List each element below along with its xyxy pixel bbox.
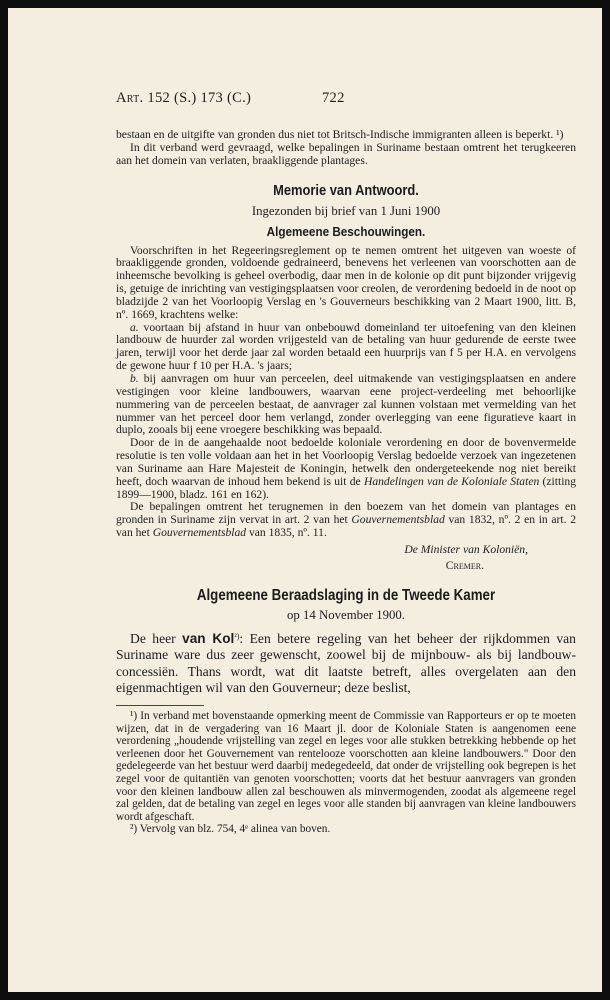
book-page bbox=[8, 8, 602, 992]
footnote-2: ²) Vervolg van blz. 754, 4ᵉ alinea van boven. bbox=[130, 823, 331, 836]
signature-title: De Minister van Koloniën, bbox=[404, 542, 528, 556]
memorie-title: Memorie van Antwoord. bbox=[273, 181, 419, 199]
memorie-paragraph-2: Door de in de aangehaalde noot bedoelde koloniale verordening en door de bovenvermelde resolutie is ten volle voldaan aan het in het Voorloopig Verslag bedoelde verzoek van ingezetenen van Suriname aan Hare Majesteit de Koningin, hetwelk den ondergeteekende nog niet bereikt heeft, doch waarvan de inhoud hem bekend is uit de Handelingen van de Koloniale Staten (zitting 1899—1900, bladz. 161 en 162). bbox=[116, 436, 577, 501]
memorie-paragraph-3: De bepalingen omtrent het terugnemen in den boezem van het domein van plantages en gronden in Suriname zijn vervat in art. 2 van het Gouvernementsblad van 1832, nº. 2 en in art. 2 van het Gouvernementsblad van 1835, nº. 11. bbox=[116, 500, 577, 540]
speaker-footnote-mark: ²) bbox=[234, 631, 240, 641]
item-a-letter: a. bbox=[130, 320, 139, 334]
memorie-item-a bbox=[116, 322, 576, 373]
memorie-item-b bbox=[116, 373, 576, 437]
footnote-1: ¹) In verband met bovenstaande opmerking meent de Commissie van Rapporteurs er op te moeten wijzen, dat in de vergadering van 16 Maart jl. door de Koloniale Staten is aangenomen eene verordening „houdende vrijstelling van zegel en leges voor alle stukken betrekking hebbende op het verleenen door het Gouvernement van rentelooze voorschotten aan kleine landbouwers." Door den gedelegeerde van het bestuur werd daarbij medegedeeld, dat onder de vrijstelling ook begrepen is het zegel voor de quitantiën van genoten voorschotten; voorts dat het bestuur aanvragers van gronden voor den kleinen landbouw allen zal beschouwen als minvermogenden, zoodat als algemeene regel zal gelden, dat de betaling van zegel en leges voor alle standen bij aanvragen van kleine landbouwers wordt afgeschaft. bbox=[116, 710, 576, 823]
signature-name: Cremer. bbox=[445, 558, 484, 572]
article-reference: Art. 152 (S.) 173 (C.) bbox=[116, 90, 252, 106]
debate-date: op 14 November 1900. bbox=[287, 607, 405, 622]
footnote-divider bbox=[116, 705, 204, 706]
speaker-name: van Kol bbox=[182, 630, 235, 646]
intro-paragraph-2: In dit verband werd gevraagd, welke bepalingen in Suriname bestaan omtrent het terugkeeren aan het domein van verlaten, braakliggende plantages. bbox=[116, 140, 576, 167]
memorie-paragraph-1: Voorschriften in het Regeeringsreglement op te nemen omtrent het uitgeven van woeste of braakliggende gronden, voldoende gedraineerd, benevens het verleenen van voorschotten aan de inheemsche bevolking is geheel overbodig, daar men in de kolonie op dit punt bijzonder vrijgevig is, getuige de inrichting van vestigingsplaatsen voor creolen, de verordening bedoeld in de noot op bladzijde 2 van het Voorloopig Verslag en 's Gouverneurs beschikking van 2 Maart 1900, litt. B, nº. 1669, krachtens welke: bbox=[116, 243, 576, 321]
debate-title: Algemeene Beraadslaging in de Tweede Kamer bbox=[196, 586, 496, 604]
intro-paragraph-1: bestaan en de uitgifte van gronden dus niet tot Britsch-Indische immigranten alleen is beperkt. ¹) bbox=[116, 128, 564, 141]
section-heading: Algemeene Beschouwingen. bbox=[266, 223, 426, 239]
item-b-text: bij aanvragen om huur van perceelen, deel uitmakende van vestigingsplaatsen en andere vestigingen voor kleine landbouwers, waarvan eene project-verdeeling met behoorlijke nummering van de perceelen bestaat, de aanvrager zal kunnen volstaan met vermelding van het nummer van het perceel door hem verlangd, zonder overlegging van eene figuratieve kaart in duplo, zooals bij eene vroegere beschikking was bepaald. bbox=[116, 371, 576, 437]
handelingen-reference: Handelingen van de Koloniale Staten bbox=[363, 474, 540, 488]
body-text bbox=[116, 129, 576, 836]
item-b-letter: b. bbox=[130, 371, 139, 385]
page-number: 722 bbox=[322, 90, 345, 106]
debate-paragraph: De heer van Kol$^{^2)}$: Een betere regeling van het beheer der rijkdommen van Suriname ware dus zeer gewenscht, zoowel bij de mijnbouw- als bij landbouw-concessiën. Thans wordt, wat dit laatste betreft, alles overgelaten aan den eigenmachtigen wil van den Gouverneur; deze beslist, bbox=[116, 630, 576, 696]
memorie-subtitle: Ingezonden bij brief van 1 Juni 1900 bbox=[251, 203, 441, 218]
item-a-text: voortaan bij afstand in huur van onbebouwd domeinland ter uitoefening van den kleinen landbouw de huurder zal worden vrijgesteld van de betaling van huur gedurende de eerste twee jaren, terwijl voor het derde jaar zal worden betaald een huurprijs van f 5 per H.A. en vervolgens de gewone huur f 10 per H.A. 's jaars; bbox=[116, 320, 576, 373]
